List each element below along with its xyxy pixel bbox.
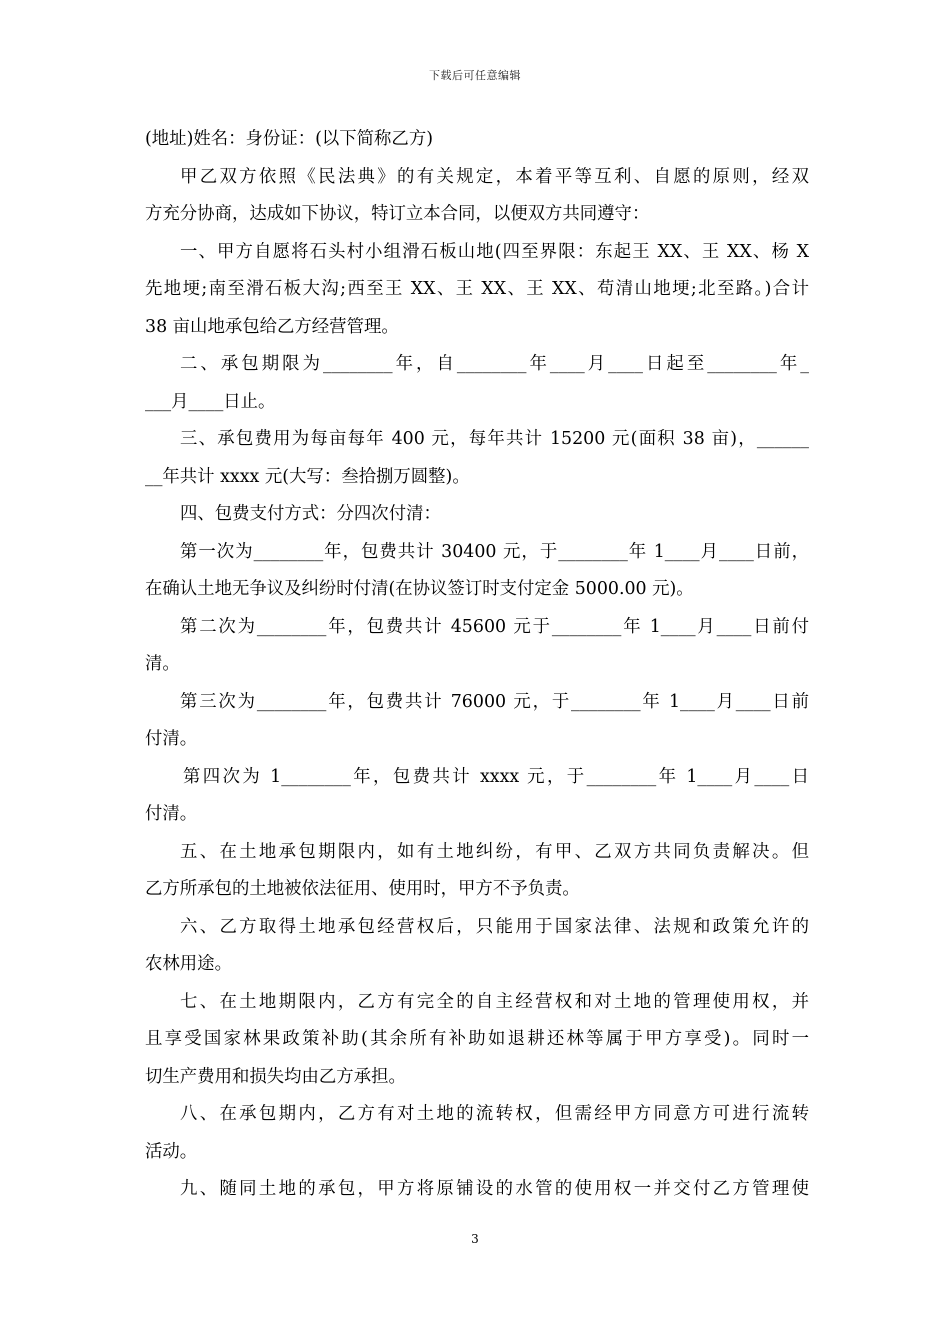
text-line: 第一次为________年，包费共计 30400 元，于________年 1____月____日前， bbox=[180, 541, 809, 562]
text-line: 乙方所承包的土地被依法征用、使用时，甲方不予负责。 bbox=[145, 879, 580, 899]
text-line: 付清。 bbox=[145, 804, 198, 824]
text-line: 农林用途。 bbox=[145, 954, 232, 974]
text-line: 活动。 bbox=[145, 1141, 198, 1162]
text-line: 第二次为________年，包费共计 45600 元于________年 1____月____日前付 bbox=[180, 616, 809, 637]
text-line: 且享受国家林果政策补助(其余所有补助如退耕还林等属于甲方享受)。同时一 bbox=[145, 1029, 809, 1049]
contract-body bbox=[145, 124, 809, 1212]
text-line: __年共计 xxxx 元(大写：叁拾捌万圆整)。 bbox=[145, 466, 470, 487]
text-line: ___月____日止。 bbox=[145, 391, 276, 412]
text-line: 付清。 bbox=[145, 729, 198, 749]
text-line: 第三次为________年，包费共计 76000 元，于________年 1____月____日前 bbox=[180, 691, 809, 712]
text-line: 38 亩山地承包给乙方经营管理。 bbox=[145, 316, 399, 337]
text-line: 先地埂;南至滑石板大沟;西至王 XX、王 XX、王 XX、苟清山地埂;北至路。)合计 bbox=[145, 279, 809, 299]
page-number: 3 bbox=[471, 1232, 479, 1246]
text-line: 五、在土地承包期限内，如有土地纠纷，有甲、乙双方共同负责解决。但 bbox=[180, 841, 809, 862]
text-line: 切生产费用和损失均由乙方承担。 bbox=[145, 1066, 406, 1087]
page-header: 下载后可任意编辑 bbox=[429, 69, 521, 82]
text-line: 八、在承包期内，乙方有对土地的流转权，但需经甲方同意方可进行流转 bbox=[180, 1104, 809, 1124]
text-line: 在确认土地无争议及纠纷时付清(在协议签订时支付定金 5000.00 元)。 bbox=[145, 579, 694, 599]
text-line: 三、承包费用为每亩每年 400 元，每年共计 15200 元(面积 38 亩)，______ bbox=[180, 429, 809, 449]
text-line: 二、承包期限为________年，自________年____月____日起至________年_ bbox=[180, 354, 809, 374]
text-line: 四、包费支付方式：分四次付清： bbox=[180, 504, 441, 524]
text-line: 清。 bbox=[145, 654, 180, 674]
text-line: 甲乙双方依照《民法典》的有关规定，本着平等互利、自愿的原则，经双 bbox=[180, 166, 809, 187]
text-line: (地址)姓名：身份证：(以下简称乙方) bbox=[145, 129, 433, 149]
text-line: 一、甲方自愿将石头村小组滑石板山地(四至界限：东起王 XX、王 XX、杨 X bbox=[180, 241, 809, 262]
text-line: 九、随同土地的承包，甲方将原铺设的水管的使用权一并交付乙方管理使 bbox=[180, 1179, 809, 1199]
text-line: 七、在土地期限内，乙方有完全的自主经营权和对土地的管理使用权，并 bbox=[180, 991, 809, 1012]
text-line: 方充分协商，达成如下协议，特订立本合同，以便双方共同遵守： bbox=[145, 204, 650, 224]
text-line: 六、乙方取得土地承包经营权后，只能用于国家法律、法规和政策允许的 bbox=[180, 916, 809, 937]
text-line: 第四次为 1________年，包费共计 xxxx 元，于________年 1____月____日 bbox=[183, 766, 809, 787]
